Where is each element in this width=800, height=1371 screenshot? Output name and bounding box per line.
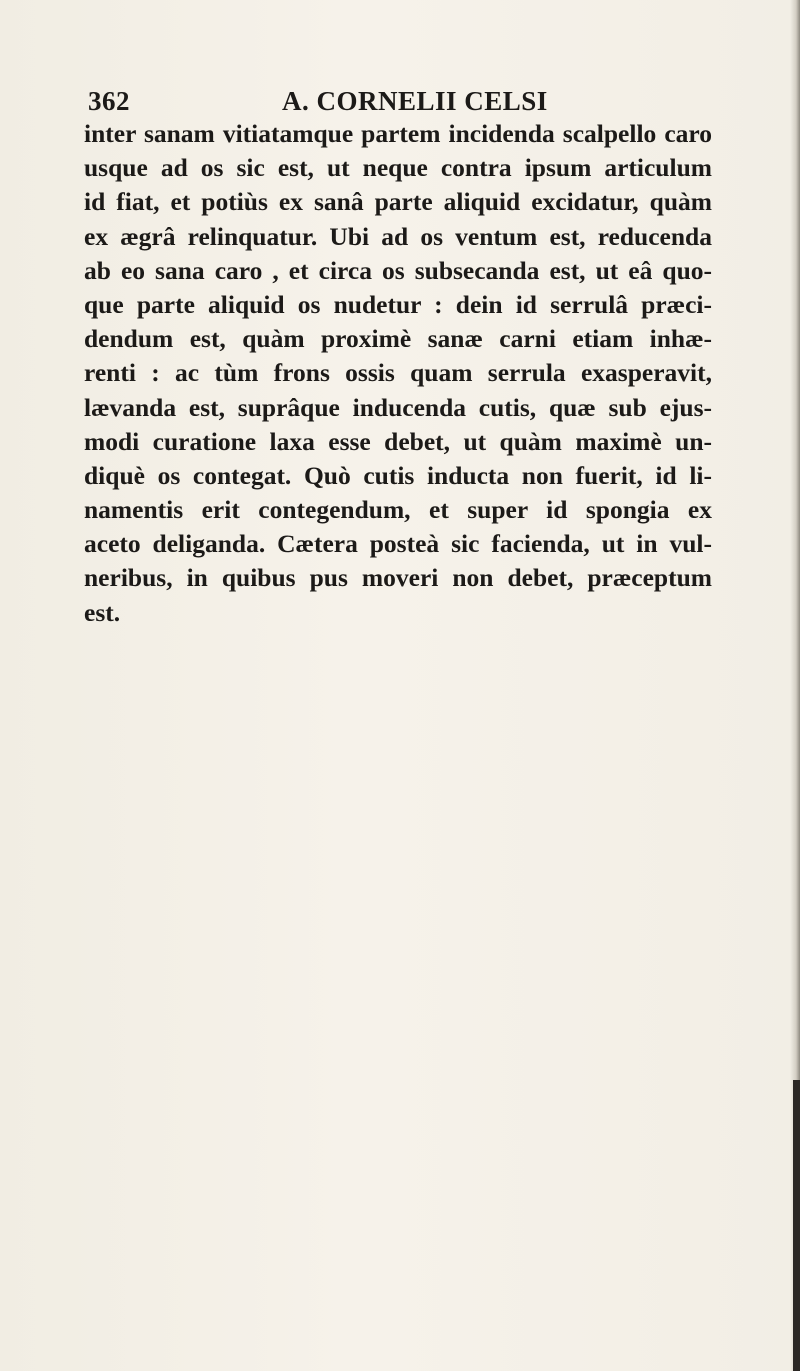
text-line: ab eo sana caro , et circa os subsecanda est, ut eâ quo- [84,255,712,285]
text-line: diquè os contegat. Quò cutis inducta non fuerit, id li- [84,460,712,490]
text-line: ex ægrâ relinquatur. Ubi ad os ventum est, reducenda [84,221,712,251]
text-line: namentis erit contegendum, et super id spongia ex [84,495,712,525]
text-line: renti : ac tùm frons ossis quam serrula exasperavit, [84,358,712,388]
running-head: A. CORNELII CELSI [282,86,548,116]
text-line: usque ad os sic est, ut neque contra ipsum articulum [84,153,712,183]
text-line: lævanda est, suprâque inducenda cutis, quæ sub ejus- [84,392,712,422]
page-number: 362 [88,86,130,116]
text-line: modi curatione laxa esse debet, ut quàm maximè un- [84,426,712,456]
page-edge-binding [793,1080,800,1371]
text-line: inter sanam vitiatamque partem incidenda scalpello caro [84,119,712,148]
text-line: dendum est, quàm proximè sanæ carni etiam inhæ- [84,324,712,354]
text-line: id fiat, et potiùs ex sanâ parte aliquid excidatur, quàm [84,187,712,217]
text-line: neribus, in quibus pus moveri non debet, præceptum [84,563,712,593]
text-line: est. [84,597,121,627]
body-text [84,117,712,630]
text-line: que parte aliquid os nudetur : dein id serrulâ præci- [84,289,712,319]
text-line: aceto deliganda. Cætera posteà sic facienda, ut in vul- [84,529,712,559]
